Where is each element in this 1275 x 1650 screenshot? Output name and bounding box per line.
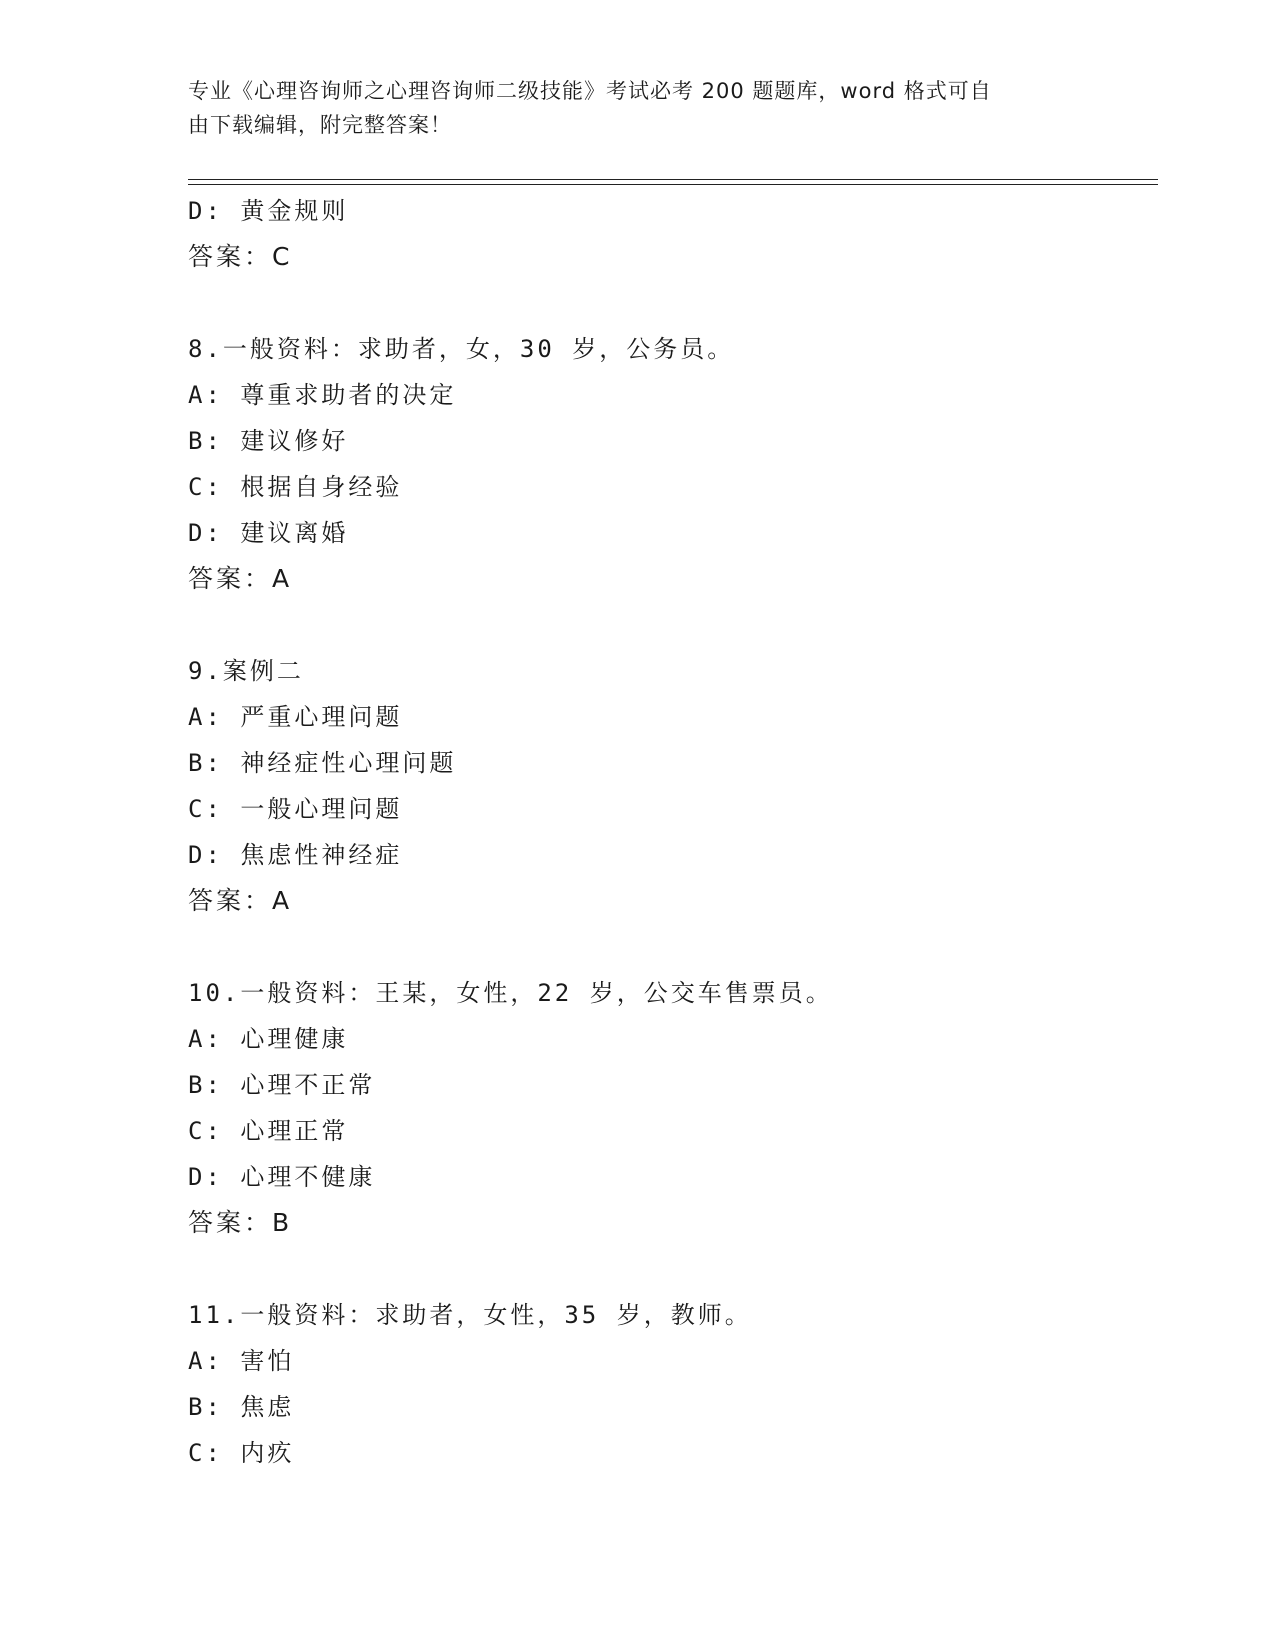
header-line-1: 专业《心理咨询师之心理咨询师二级技能》考试必考 200 题题库，word 格式可自: [188, 79, 992, 103]
option-b: B: 建议修好: [188, 427, 349, 455]
option-b: B: 心理不正常: [188, 1071, 376, 1099]
question-block: [188, 648, 1148, 924]
question-block: [188, 326, 1148, 602]
header-divider-top: [188, 179, 1158, 180]
option-d: D: 黄金规则: [188, 197, 349, 225]
option-a: A: 心理健康: [188, 1025, 349, 1053]
answer: 答案：C: [188, 242, 293, 271]
document-header: [188, 74, 1088, 142]
option-a: A: 尊重求助者的决定: [188, 381, 457, 409]
option-d: D: 建议离婚: [188, 519, 349, 547]
question-stem: 9.案例二: [188, 657, 304, 685]
option-c: C: 心理正常: [188, 1117, 349, 1145]
question-list: [188, 188, 1148, 1476]
option-c: C: 内疚: [188, 1439, 295, 1467]
option-a: A: 害怕: [188, 1347, 295, 1375]
option-c: C: 根据自身经验: [188, 473, 403, 501]
header-line-2: 由下载编辑，附完整答案！: [188, 113, 452, 137]
option-a: A: 严重心理问题: [188, 703, 403, 731]
answer: 答案：A: [188, 886, 293, 915]
question-block: [188, 970, 1148, 1246]
question-stem: 10.一般资料：王某，女性，22 岁，公交车售票员。: [188, 979, 833, 1007]
option-d: D: 心理不健康: [188, 1163, 376, 1191]
answer: 答案：B: [188, 1208, 293, 1237]
question-stem: 8.一般资料：求助者，女，30 岁，公务员。: [188, 335, 735, 363]
header-divider-bottom: [188, 184, 1158, 185]
option-b: B: 神经症性心理问题: [188, 749, 457, 777]
option-b: B: 焦虑: [188, 1393, 295, 1421]
option-c: C: 一般心理问题: [188, 795, 403, 823]
question-stem: 11.一般资料：求助者，女性，35 岁，教师。: [188, 1301, 752, 1329]
option-d: D: 焦虑性神经症: [188, 841, 403, 869]
question-block: [188, 1292, 1148, 1476]
answer: 答案：A: [188, 564, 293, 593]
